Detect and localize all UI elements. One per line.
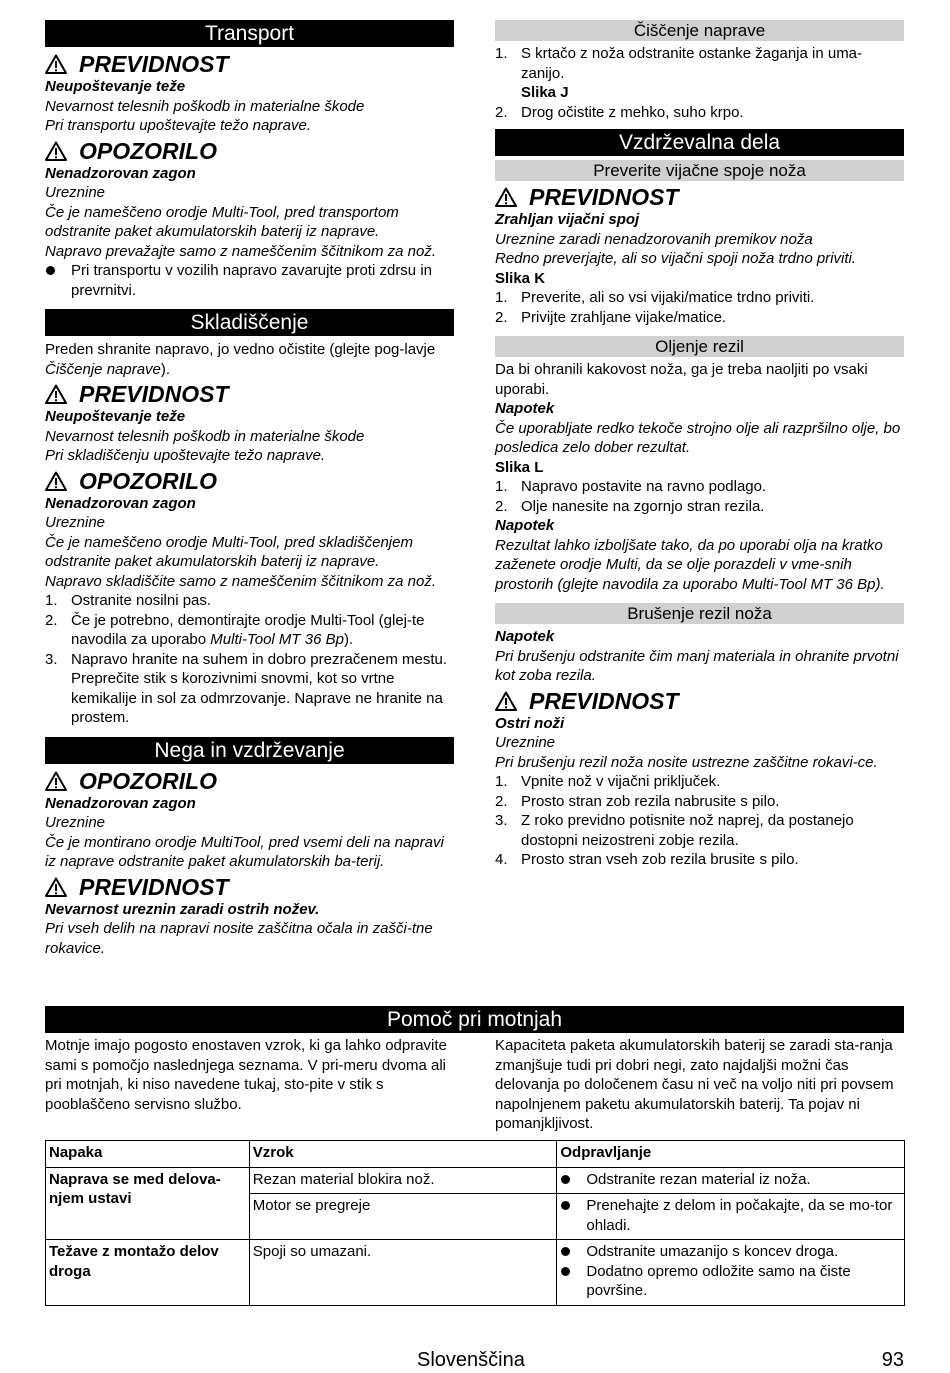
warning-text: Napravo prevažajte samo z nameščenim ščitnikom za nož. [45,242,436,260]
warning-heading: Nevarnost ureznin zaradi ostrih nožev. [45,900,320,918]
warning-triangle-icon [45,471,67,491]
list-item: 3. Napravo hranite na suhem in dobro prezračenem mestu. Preprečite stik s korozivnimi snovmi, kot so vrtne kemikalije in sol za odmrzovanje. Naprave ne hranite na prostem. [45,650,448,726]
warning-text: Nevarnost telesnih poškodb in materialne škode [45,427,365,445]
warning-text: Če je nameščeno orodje Multi-Tool, pred skladiščenjem odstranite paket akumulatorskih baterij iz naprave. [45,533,413,570]
list-item: 1. Preverite, ali so vsi vijaki/matice trdno priviti. [495,289,815,306]
warning-triangle-icon [45,384,67,404]
warning-notice: OPOZORILO [45,768,454,794]
warning-caution: PREVIDNOST [45,51,454,77]
warning-text: Pri skladiščenju upoštevajte težo naprave. [45,447,326,464]
cause-cell: Motor se pregreje [249,1194,557,1240]
subsection-title-cleaning: Čiščenje naprave [495,20,904,41]
cause-cell: Rezan material blokira nož. [249,1167,557,1194]
troubleshooting-section [45,1006,904,1134]
bullet-icon [560,1242,586,1262]
table-row [46,1240,905,1306]
section-title-help: Pomoč pri motnjah [45,1006,904,1033]
warning-text: Napravo skladiščite samo z nameščenim ščitnikom za nož. [45,572,436,590]
column-header: Napaka [46,1141,250,1168]
warning-text: Ureznine zaradi nenadzorovanih premikov noža [495,230,813,248]
list-item: 1. Napravo postavite na ravno podlago. [495,478,767,495]
warning-triangle-icon [45,54,67,74]
subsection-title-sharpen: Brušenje rezil noža [495,603,904,624]
warning-triangle-icon [45,877,67,897]
fix-cell: Odstranite umazanijo s koncev droga. Dodatno opremo odložite samo na čiste površine. [557,1240,905,1306]
warning-text: Če je nameščeno orodje Multi-Tool, pred transportom odstranite paket akumulatorskih baterij iz naprave. [45,203,399,240]
cause-cell: Spoji so umazani. [249,1240,557,1306]
bullet-icon [560,1170,586,1190]
note-heading: Napotek [495,628,555,645]
troubleshooting-table [45,1140,905,1306]
footer-language: Slovenščina [417,1349,525,1371]
section-title-maintenance: Vzdrževalna dela [495,129,904,156]
table-header-row [46,1141,905,1168]
fix-cell: Prenehajte z delom in počakajte, da se mo-tor ohladi. [557,1194,905,1240]
warning-text: Redno preverjajte, ali so vijačni spoji noža trdno priviti. [495,250,857,267]
list-item: 2. Če je potrebno, demontirajte orodje Multi-Tool (glej-te navodila za uporabo Multi-Tool MT 36 Bp). [45,611,425,648]
list-item: 1. Ostranite nosilni pas. [45,592,212,609]
list-item: 2. Prosto stran zob rezila nabrusite s pilo. [495,792,780,810]
warning-triangle-icon [495,691,517,711]
section-title-storage: Skladiščenje [45,309,454,336]
list-item: 2. Drog očistite z mehko, suho krpo. [495,103,744,121]
warning-text: Pri vseh delih na napravi nosite zaščitna očala in zašči-tne rokavice. [45,920,433,957]
warning-heading: Neupoštevanje teže [45,408,186,425]
list-item: 2. Privijte zrahljane vijake/matice. [495,308,727,326]
warning-text: Ureznine [45,514,106,531]
list-item: 2. Olje nanesite na zgornjo stran rezila. [495,497,765,515]
note-heading: Napotek [495,400,555,417]
warning-heading: Nenadzorovan zagon [45,164,196,182]
column-header: Vzrok [249,1141,557,1168]
figure-ref: Slika J [521,84,569,101]
warning-text: Ureznine [495,734,556,751]
list-item: 1. Vpnite nož v vijačni priključek. [495,773,721,790]
section-title-transport: Transport [45,20,454,47]
fault-cell: Težave z montažo delov droga [46,1240,250,1306]
bullet-icon [45,261,71,300]
note-text: Če uporabljate redko tekoče strojno olje ali razpršilno olje, bo posledica zelo dober rezultat. [495,419,901,456]
warning-caution: PREVIDNOST [45,381,454,407]
warning-caution: PREVIDNOST [495,184,904,210]
oil-intro: Da bi ohranili kakovost noža, ga je treba naoljiti po vsaki uporabi. [495,361,868,398]
warning-heading: Nenadzorovan zagon [45,494,196,512]
list-item: 4. Prosto stran vseh zob rezila brusite s pilo. [495,851,799,868]
note-text: Pri brušenju odstranite čim manj materiala in ohranite prvotni kot zoba rezila. [495,647,899,684]
warning-triangle-icon [45,141,67,161]
page-number: 93 [881,1349,904,1371]
figure-ref: Slika K [495,269,546,287]
subsection-title-screws: Preverite vijačne spoje noža [495,160,904,181]
warning-heading: Ostri noži [495,714,565,732]
warning-triangle-icon [495,187,517,207]
warning-notice: OPOZORILO [45,138,454,164]
list-item: 1. S krtačo z noža odstranite ostanke žaganja in uma-zanijo. [495,45,863,82]
warning-triangle-icon [45,771,67,791]
list-item: 3. Z roko previdno potisnite nož naprej, da postanejo dostopni neizostreni zobje rezila. [495,812,854,849]
fix-cell: Odstranite rezan material iz noža. [557,1167,905,1194]
help-intro-right: Kapaciteta paketa akumulatorskih baterij se zaradi sta-ranja zmanjšuje tudi pri dobri negi, zato najdaljši možni čas delovanja po določenem času ni več na voljo niti pri povsem napolnjenem paketu akumulatorskih baterij. Ta pojav ni pomanjkljivost. [495,1037,894,1132]
column-header: Odpravljanje [557,1141,905,1168]
subsection-title-oil: Oljenje rezil [495,336,904,357]
note-heading: Napotek [495,517,555,534]
help-intro-left: Motnje imajo pogosto enostaven vzrok, ki ga lahko odpravite sami s pomočjo naslednjega seznama. V pri-meru dvoma ali pri motnjah, ki niso navedene tukaj, sto-pite v stik s pooblaščeno servisno službo. [45,1037,447,1113]
bullet-icon [560,1196,586,1235]
warning-text: Če je montirano orodje MultiTool, pred vsemi deli na napravi iz naprave odstranite paket akumulatorskih ba-terij. [45,833,444,870]
right-column [495,20,904,870]
note-text: Rezultat lahko izboljšate tako, da po uporabi olja na kratko zaženete orodje Multi, da se olje porazdeli v vme-snih prostorih (glejte navodila za uporabo Multi-Tool MT 36 Bp). [495,536,885,593]
warning-text: Nevarnost telesnih poškodb in materialne škode [45,97,365,115]
warning-heading: Nenadzorovan zagon [45,794,196,812]
warning-notice: OPOZORILO [45,468,454,494]
warning-caution: PREVIDNOST [495,688,904,714]
table-row [46,1167,905,1194]
left-column [45,20,454,958]
warning-heading: Neupoštevanje teže [45,78,186,95]
warning-text: Ureznine [45,814,106,831]
storage-intro: Preden shranite napravo, jo vedno očistite (glejte pog-lavje Čiščenje naprave). [45,341,436,378]
fault-cell: Naprava se med delova-njem ustavi [46,1167,250,1240]
bullet-icon [560,1262,586,1301]
warning-caution: PREVIDNOST [45,874,454,900]
warning-heading: Zrahljan vijačni spoj [495,211,640,228]
list-item: Pri transportu v vozilih napravo zavarujte proti zdrsu in prevrnitvi. [45,261,454,300]
section-title-care: Nega in vzdrževanje [45,737,454,764]
figure-ref: Slika L [495,458,544,476]
warning-text: Pri transportu upoštevajte težo naprave. [45,117,311,134]
warning-text: Pri brušenju rezil noža nosite ustrezne zaščitne rokavi-ce. [495,753,878,771]
warning-text: Ureznine [45,184,106,201]
